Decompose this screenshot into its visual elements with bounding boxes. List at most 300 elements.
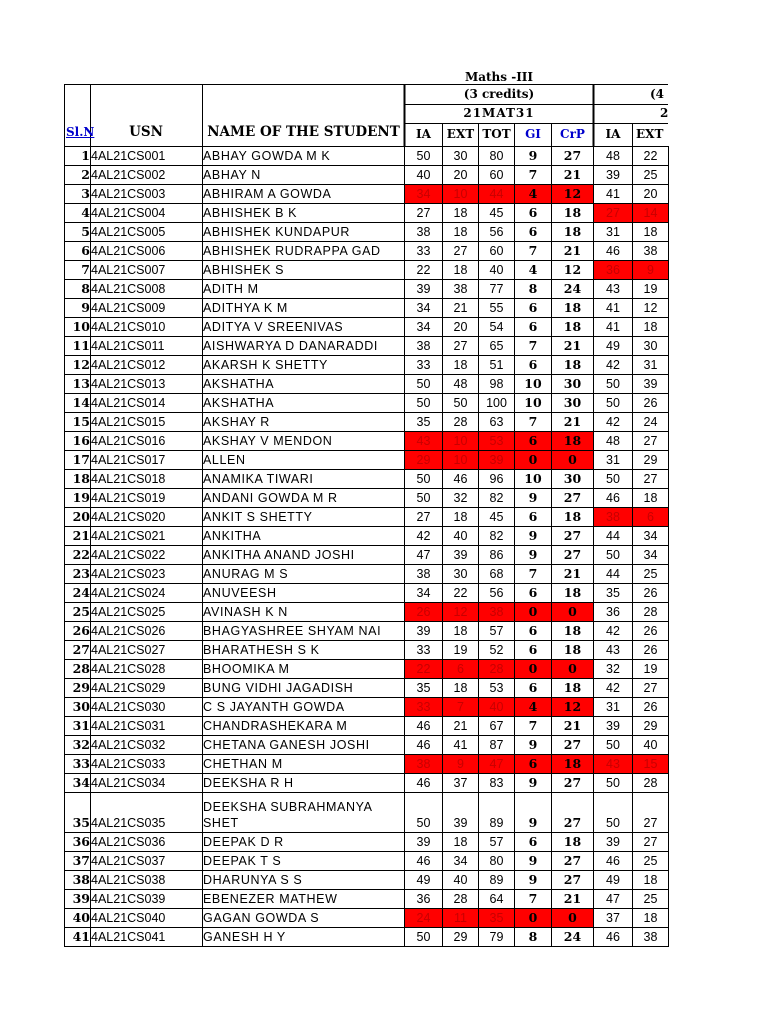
crp-cell: 21	[552, 890, 594, 909]
ext2-cell: 18	[633, 871, 669, 890]
gi-cell: 9	[515, 147, 552, 166]
ia-cell: 39	[405, 622, 443, 641]
usn-cell: 4AL21CS017	[91, 451, 203, 470]
tot-cell: 79	[479, 928, 515, 947]
ext2-cell: 25	[633, 852, 669, 871]
ext2-cell: 34	[633, 546, 669, 565]
ext-cell: 10	[443, 185, 479, 204]
serial-number: 13	[65, 375, 91, 394]
usn-cell: 4AL21CS011	[91, 337, 203, 356]
crp-cell: 24	[552, 928, 594, 947]
crp-cell: 27	[552, 489, 594, 508]
usn-cell: 4AL21CS003	[91, 185, 203, 204]
ia2-cell: 43	[594, 755, 633, 774]
table-row	[65, 166, 669, 185]
crp-cell: 0	[552, 909, 594, 928]
crp-cell: 0	[552, 451, 594, 470]
student-name-cell: DEEKSHA SUBRAHMANYA SHET	[203, 793, 405, 833]
ia-cell: 46	[405, 852, 443, 871]
ia2-cell: 43	[594, 280, 633, 299]
gi-cell: 7	[515, 717, 552, 736]
student-name-cell: ABHISHEK KUNDAPUR	[203, 223, 405, 242]
ia2-cell: 50	[594, 394, 633, 413]
ia-cell: 38	[405, 337, 443, 356]
serial-number: 7	[65, 261, 91, 280]
crp-cell: 30	[552, 470, 594, 489]
student-name-cell: ANDANI GOWDA M R	[203, 489, 405, 508]
serial-number: 36	[65, 833, 91, 852]
serial-number: 22	[65, 546, 91, 565]
crp-cell: 21	[552, 242, 594, 261]
tot-cell: 82	[479, 527, 515, 546]
student-name-cell: ABHISHEK RUDRAPPA GAD	[203, 242, 405, 261]
ext-cell: 39	[443, 793, 479, 833]
ia-cell: 39	[405, 280, 443, 299]
ext-cell: 11	[443, 909, 479, 928]
ia2-cell: 42	[594, 622, 633, 641]
gi-cell: 7	[515, 166, 552, 185]
ext2-cell: 19	[633, 280, 669, 299]
ia2-cell: 47	[594, 890, 633, 909]
ia2-cell: 42	[594, 356, 633, 375]
table-row	[65, 242, 669, 261]
serial-number: 33	[65, 755, 91, 774]
serial-number: 29	[65, 679, 91, 698]
tot-cell: 40	[479, 261, 515, 280]
crp-cell: 18	[552, 299, 594, 318]
tot-cell: 53	[479, 432, 515, 451]
student-name-cell: CHETHAN M	[203, 755, 405, 774]
ext2-cell: 26	[633, 584, 669, 603]
ia2-cell: 44	[594, 565, 633, 584]
gi-cell: 0	[515, 660, 552, 679]
student-name-cell: AKSHAY R	[203, 413, 405, 432]
gi-cell: 6	[515, 299, 552, 318]
crp-cell: 21	[552, 166, 594, 185]
ia-cell: 49	[405, 871, 443, 890]
tot-cell: 56	[479, 223, 515, 242]
ext-cell: 21	[443, 717, 479, 736]
ia-cell: 38	[405, 223, 443, 242]
usn-cell: 4AL21CS033	[91, 755, 203, 774]
ia-cell: 22	[405, 261, 443, 280]
serial-number: 32	[65, 736, 91, 755]
ia2-cell: 43	[594, 641, 633, 660]
usn-cell: 4AL21CS029	[91, 679, 203, 698]
crp-cell: 27	[552, 147, 594, 166]
ia2-cell: 49	[594, 871, 633, 890]
ia2-cell: 50	[594, 736, 633, 755]
usn-cell: 4AL21CS016	[91, 432, 203, 451]
tot-cell: 56	[479, 584, 515, 603]
tot-cell: 87	[479, 736, 515, 755]
gi-cell: 7	[515, 337, 552, 356]
ia-cell: 33	[405, 356, 443, 375]
usn-cell: 4AL21CS041	[91, 928, 203, 947]
serial-number: 17	[65, 451, 91, 470]
student-name-cell: ADITHYA K M	[203, 299, 405, 318]
ia-cell: 33	[405, 641, 443, 660]
table-row	[65, 413, 669, 432]
table-row	[65, 527, 669, 546]
ia2-cell: 36	[594, 261, 633, 280]
tot-cell: 83	[479, 774, 515, 793]
gi-cell: 6	[515, 679, 552, 698]
student-name-cell: DEEKSHA R H	[203, 774, 405, 793]
serial-number: 25	[65, 603, 91, 622]
ia-cell: 34	[405, 299, 443, 318]
col-header-sl[interactable]: Sl.N	[66, 125, 95, 139]
table-row	[65, 603, 669, 622]
student-name-cell: ADITYA V SREENIVAS	[203, 318, 405, 337]
ia2-cell: 50	[594, 774, 633, 793]
usn-cell: 4AL21CS024	[91, 584, 203, 603]
ext-cell: 20	[443, 318, 479, 337]
ext-cell: 18	[443, 622, 479, 641]
crp-cell: 18	[552, 508, 594, 527]
gi-cell: 6	[515, 641, 552, 660]
usn-cell: 4AL21CS022	[91, 546, 203, 565]
crp-cell: 0	[552, 603, 594, 622]
table-row	[65, 546, 669, 565]
usn-cell: 4AL21CS039	[91, 890, 203, 909]
gi-cell: 0	[515, 603, 552, 622]
crp-cell: 18	[552, 641, 594, 660]
ia2-cell: 31	[594, 698, 633, 717]
tot-cell: 98	[479, 375, 515, 394]
ia-cell: 27	[405, 204, 443, 223]
gi-cell: 6	[515, 223, 552, 242]
tot-cell: 57	[479, 833, 515, 852]
student-name-cell: ABHAY GOWDA M K	[203, 147, 405, 166]
col-header-gi: GI	[525, 127, 541, 141]
gi-cell: 4	[515, 698, 552, 717]
tot-cell: 65	[479, 337, 515, 356]
usn-cell: 4AL21CS030	[91, 698, 203, 717]
ia2-cell: 36	[594, 603, 633, 622]
tot-cell: 57	[479, 622, 515, 641]
gi-cell: 10	[515, 375, 552, 394]
ext2-cell: 27	[633, 470, 669, 489]
crp-cell: 27	[552, 774, 594, 793]
ext2-cell: 40	[633, 736, 669, 755]
gi-cell: 6	[515, 508, 552, 527]
gi-cell: 6	[515, 584, 552, 603]
ext-cell: 7	[443, 698, 479, 717]
student-name-cell: ALLEN	[203, 451, 405, 470]
ia-cell: 34	[405, 185, 443, 204]
table-row	[65, 584, 669, 603]
ia-cell: 43	[405, 432, 443, 451]
gi-cell: 6	[515, 318, 552, 337]
ia2-cell: 39	[594, 717, 633, 736]
ia-cell: 22	[405, 660, 443, 679]
usn-cell: 4AL21CS005	[91, 223, 203, 242]
ia2-cell: 35	[594, 584, 633, 603]
student-name-cell: AKARSH K SHETTY	[203, 356, 405, 375]
student-name-cell: ABHISHEK S	[203, 261, 405, 280]
tot-cell: 51	[479, 356, 515, 375]
student-name-cell: AKSHATHA	[203, 375, 405, 394]
tot-cell: 77	[479, 280, 515, 299]
serial-number: 21	[65, 527, 91, 546]
gi-cell: 6	[515, 432, 552, 451]
ext-cell: 30	[443, 565, 479, 584]
student-name-cell: CHANDRASHEKARA M	[203, 717, 405, 736]
usn-cell: 4AL21CS037	[91, 852, 203, 871]
ext2-cell: 27	[633, 679, 669, 698]
crp-cell: 27	[552, 546, 594, 565]
student-name-cell: CHETANA GANESH JOSHI	[203, 736, 405, 755]
table-row	[65, 774, 669, 793]
ia-cell: 33	[405, 698, 443, 717]
crp-cell: 27	[552, 736, 594, 755]
ext-cell: 40	[443, 871, 479, 890]
table-row	[65, 852, 669, 871]
gi-cell: 9	[515, 871, 552, 890]
ext-cell: 18	[443, 356, 479, 375]
ia2-cell: 49	[594, 337, 633, 356]
tot-cell: 100	[479, 394, 515, 413]
student-name-cell: ANKIT S SHETTY	[203, 508, 405, 527]
gi-cell: 6	[515, 755, 552, 774]
ia-cell: 50	[405, 793, 443, 833]
serial-number: 34	[65, 774, 91, 793]
ia-cell: 42	[405, 527, 443, 546]
ia2-cell: 50	[594, 546, 633, 565]
tot-cell: 89	[479, 871, 515, 890]
tot-cell: 60	[479, 166, 515, 185]
usn-cell: 4AL21CS038	[91, 871, 203, 890]
serial-number: 5	[65, 223, 91, 242]
ext2-cell: 26	[633, 622, 669, 641]
usn-cell: 4AL21CS035	[91, 793, 203, 833]
usn-cell: 4AL21CS020	[91, 508, 203, 527]
ext2-cell: 39	[633, 375, 669, 394]
ext-cell: 18	[443, 261, 479, 280]
ext2-cell: 19	[633, 660, 669, 679]
student-name-cell: ABHAY N	[203, 166, 405, 185]
gi-cell: 6	[515, 204, 552, 223]
ext-cell: 30	[443, 147, 479, 166]
tot-cell: 45	[479, 508, 515, 527]
serial-number: 2	[65, 166, 91, 185]
ia2-cell: 32	[594, 660, 633, 679]
subject2-credits: (4	[650, 87, 665, 101]
table-row	[65, 356, 669, 375]
ext2-cell: 34	[633, 527, 669, 546]
tot-cell: 28	[479, 660, 515, 679]
usn-cell: 4AL21CS002	[91, 166, 203, 185]
serial-number: 10	[65, 318, 91, 337]
ia-cell: 36	[405, 890, 443, 909]
marks-table	[64, 146, 669, 947]
ext-cell: 32	[443, 489, 479, 508]
student-name-cell: GAGAN GOWDA S	[203, 909, 405, 928]
usn-cell: 4AL21CS023	[91, 565, 203, 584]
ext-cell: 34	[443, 852, 479, 871]
ext2-cell: 25	[633, 565, 669, 584]
ext-cell: 38	[443, 280, 479, 299]
usn-cell: 4AL21CS025	[91, 603, 203, 622]
tot-cell: 40	[479, 698, 515, 717]
serial-number: 31	[65, 717, 91, 736]
student-name-cell: AKSHATHA	[203, 394, 405, 413]
ia2-cell: 39	[594, 833, 633, 852]
tot-cell: 45	[479, 204, 515, 223]
subject1-code: 21MAT31	[463, 106, 535, 120]
table-row	[65, 394, 669, 413]
table-row	[65, 622, 669, 641]
crp-cell: 21	[552, 717, 594, 736]
table-row	[65, 223, 669, 242]
student-name-cell: AKSHAY V MENDON	[203, 432, 405, 451]
ia2-cell: 41	[594, 318, 633, 337]
tot-cell: 96	[479, 470, 515, 489]
ext2-cell: 15	[633, 755, 669, 774]
ext-cell: 37	[443, 774, 479, 793]
student-name-cell: ADITH M	[203, 280, 405, 299]
tot-cell: 86	[479, 546, 515, 565]
col-header-name: NAME OF THE STUDENT	[207, 124, 400, 140]
ia-cell: 35	[405, 413, 443, 432]
ext2-cell: 9	[633, 261, 669, 280]
gi-cell: 0	[515, 909, 552, 928]
gi-cell: 9	[515, 546, 552, 565]
tot-cell: 80	[479, 852, 515, 871]
tot-cell: 67	[479, 717, 515, 736]
ia-cell: 47	[405, 546, 443, 565]
subject1-title: Maths -III	[464, 70, 534, 84]
student-name-cell: DHARUNYA S S	[203, 871, 405, 890]
serial-number: 16	[65, 432, 91, 451]
serial-number: 20	[65, 508, 91, 527]
student-name-cell: BHOOMIKA M	[203, 660, 405, 679]
ext-cell: 28	[443, 890, 479, 909]
usn-cell: 4AL21CS018	[91, 470, 203, 489]
gi-cell: 7	[515, 242, 552, 261]
usn-cell: 4AL21CS028	[91, 660, 203, 679]
ext-cell: 28	[443, 413, 479, 432]
ext2-cell: 27	[633, 833, 669, 852]
ext-cell: 40	[443, 527, 479, 546]
serial-number: 11	[65, 337, 91, 356]
ia-cell: 50	[405, 470, 443, 489]
crp-cell: 18	[552, 204, 594, 223]
ext-cell: 50	[443, 394, 479, 413]
usn-cell: 4AL21CS013	[91, 375, 203, 394]
serial-number: 30	[65, 698, 91, 717]
ia2-cell: 46	[594, 242, 633, 261]
gi-cell: 9	[515, 852, 552, 871]
tot-cell: 38	[479, 603, 515, 622]
table-row	[65, 318, 669, 337]
ext2-cell: 18	[633, 909, 669, 928]
crp-cell: 0	[552, 660, 594, 679]
crp-cell: 27	[552, 527, 594, 546]
ext2-cell: 26	[633, 641, 669, 660]
table-row	[65, 375, 669, 394]
ia2-cell: 41	[594, 299, 633, 318]
ext2-cell: 31	[633, 356, 669, 375]
subject2-code: 2	[660, 106, 669, 120]
gi-cell: 7	[515, 890, 552, 909]
ext2-cell: 25	[633, 890, 669, 909]
usn-cell: 4AL21CS021	[91, 527, 203, 546]
ia-cell: 50	[405, 147, 443, 166]
ext2-cell: 28	[633, 603, 669, 622]
ext2-cell: 18	[633, 318, 669, 337]
crp-cell: 27	[552, 793, 594, 833]
ia2-cell: 46	[594, 489, 633, 508]
gi-cell: 6	[515, 622, 552, 641]
ext-cell: 18	[443, 508, 479, 527]
ia-cell: 38	[405, 755, 443, 774]
table-row	[65, 755, 669, 774]
student-name-cell: DEEPAK D R	[203, 833, 405, 852]
serial-number: 40	[65, 909, 91, 928]
ia2-cell: 37	[594, 909, 633, 928]
ext-cell: 22	[443, 584, 479, 603]
table-row	[65, 261, 669, 280]
usn-cell: 4AL21CS014	[91, 394, 203, 413]
crp-cell: 21	[552, 565, 594, 584]
usn-cell: 4AL21CS032	[91, 736, 203, 755]
student-name-cell: BHAGYASHREE SHYAM NAI	[203, 622, 405, 641]
table-row	[65, 185, 669, 204]
ext2-cell: 12	[633, 299, 669, 318]
ext-cell: 20	[443, 166, 479, 185]
usn-cell: 4AL21CS006	[91, 242, 203, 261]
serial-number: 9	[65, 299, 91, 318]
ext-cell: 27	[443, 242, 479, 261]
ext2-cell: 28	[633, 774, 669, 793]
ia2-cell: 31	[594, 451, 633, 470]
ia-cell: 29	[405, 451, 443, 470]
crp-cell: 12	[552, 185, 594, 204]
ia-cell: 34	[405, 318, 443, 337]
table-row	[65, 565, 669, 584]
student-name-cell: BHARATHESH S K	[203, 641, 405, 660]
ext2-cell: 26	[633, 698, 669, 717]
ia-cell: 46	[405, 717, 443, 736]
crp-cell: 12	[552, 698, 594, 717]
usn-cell: 4AL21CS008	[91, 280, 203, 299]
ia2-cell: 38	[594, 508, 633, 527]
gi-cell: 0	[515, 451, 552, 470]
ia-cell: 33	[405, 242, 443, 261]
ext2-cell: 27	[633, 432, 669, 451]
col-header-usn: USN	[129, 124, 163, 140]
ia2-cell: 50	[594, 375, 633, 394]
table-row	[65, 508, 669, 527]
student-name-cell: ANKITHA	[203, 527, 405, 546]
usn-cell: 4AL21CS034	[91, 774, 203, 793]
table-row	[65, 451, 669, 470]
crp-cell: 18	[552, 223, 594, 242]
serial-number: 19	[65, 489, 91, 508]
ia-cell: 46	[405, 736, 443, 755]
ext-cell: 12	[443, 603, 479, 622]
ext2-cell: 29	[633, 451, 669, 470]
ia-cell: 35	[405, 679, 443, 698]
serial-number: 4	[65, 204, 91, 223]
crp-cell: 12	[552, 261, 594, 280]
table-row	[65, 660, 669, 679]
table-row	[65, 793, 669, 833]
ia-cell: 50	[405, 489, 443, 508]
serial-number: 14	[65, 394, 91, 413]
